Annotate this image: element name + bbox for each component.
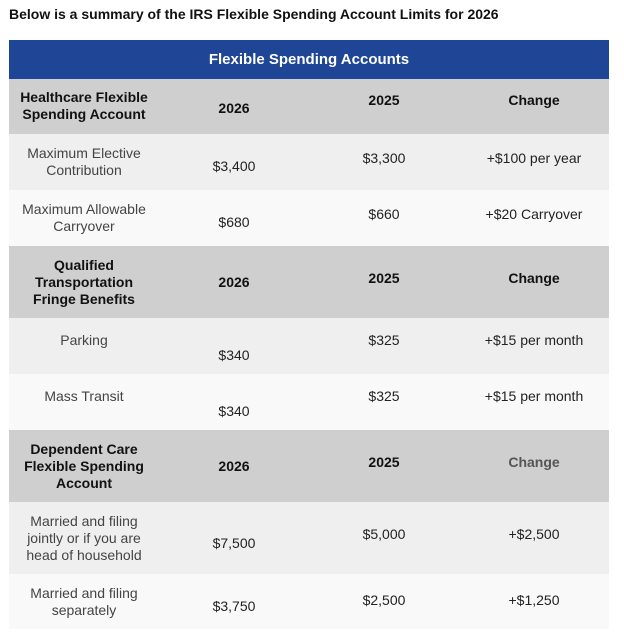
- section-name: Healthcare Flexible Spending Account: [20, 89, 148, 122]
- table-row: [9, 502, 609, 574]
- value-2025: $325: [368, 331, 400, 348]
- row-label: Maximum Allowable Carryover: [22, 201, 146, 234]
- row-label: Maximum Elective Contribution: [27, 145, 141, 178]
- value-2026: $680: [218, 213, 250, 230]
- row-label: Mass Transit: [44, 387, 124, 404]
- column-header-2026: 2026: [218, 457, 250, 474]
- section-header-transportation: [9, 246, 609, 318]
- value-change: +$15 per month: [484, 387, 584, 404]
- column-header-change: Change: [508, 453, 560, 470]
- value-change: +$100 per year: [486, 149, 582, 166]
- value-2025: $3,300: [362, 149, 406, 166]
- value-change: +$1,250: [508, 592, 560, 608]
- row-label: Married and filing jointly or if you are head of household: [26, 512, 142, 563]
- column-header-2025: 2025: [368, 269, 400, 286]
- row-label: Parking: [60, 331, 108, 348]
- value-2026: $7,500: [212, 534, 256, 551]
- table-row: [9, 374, 609, 430]
- value-2026: $340: [218, 346, 250, 363]
- table-row: [9, 134, 609, 190]
- section-name: Dependent Care Flexible Spending Account: [24, 440, 144, 491]
- value-change: +$20 Carryover: [485, 205, 583, 222]
- section-header-healthcare: [9, 79, 609, 134]
- table-row: [9, 318, 609, 374]
- column-header-2026: 2026: [218, 99, 250, 116]
- value-2025: $5,000: [362, 525, 406, 542]
- column-header-change: Change: [508, 269, 560, 286]
- column-header-2026: 2026: [218, 273, 250, 290]
- value-2026: $340: [218, 402, 250, 419]
- value-2025: $660: [368, 205, 400, 222]
- section-name: Qualified Transportation Fringe Benefits: [33, 256, 135, 307]
- value-2025: $2,500: [362, 592, 406, 608]
- section-header-dependent-care: [9, 430, 609, 502]
- value-2026: $3,750: [212, 598, 256, 614]
- fsa-limits-table: [9, 40, 609, 629]
- value-change: +$15 per month: [484, 331, 584, 348]
- value-change: +$2,500: [508, 525, 560, 542]
- page-intro: Below is a summary of the IRS Flexible Spending Account Limits for 2026: [9, 6, 499, 22]
- column-header-2025: 2025: [368, 453, 400, 470]
- row-label: Married and filing separately: [30, 584, 138, 618]
- column-header-change: Change: [508, 92, 560, 108]
- value-2025: $325: [368, 387, 400, 404]
- table-banner: Flexible Spending Accounts: [9, 40, 609, 79]
- table-row: [9, 190, 609, 246]
- column-header-2025: 2025: [368, 92, 400, 108]
- value-2026: $3,400: [212, 157, 256, 174]
- table-row: [9, 574, 609, 629]
